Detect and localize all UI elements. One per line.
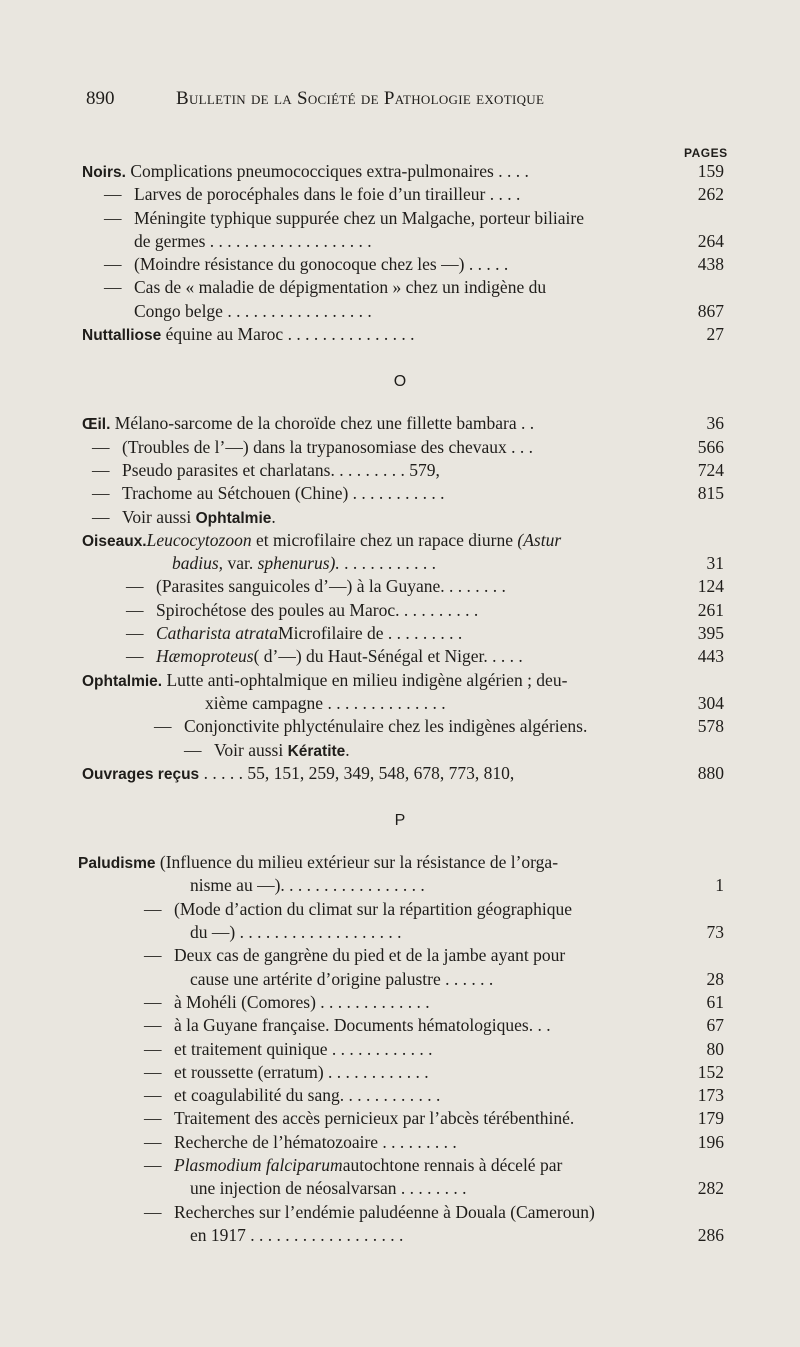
page-reference: 173 [697,1085,724,1106]
index-entry-line [0,599,800,622]
index-entry-line [0,622,800,645]
entry-text: (Mode d’action du climat sur la répartition géographique [174,898,572,919]
entry-text: Cas de « maladie de dépigmentation » chez un indigène du [134,277,547,298]
index-entry-line [0,459,800,482]
continuation-dash: — [144,1131,162,1152]
entry-heading: Oiseaux. [82,532,147,550]
continuation-dash: — [126,576,144,597]
entry-text: Méningite typhique suppurée chez un Malgache, porteur biliaire [134,207,584,228]
page-reference: 264 [697,230,724,251]
page-reference: 179 [697,1108,724,1129]
index-entry-line [0,715,800,738]
index-entry-line [0,1201,800,1224]
entry-text: . [345,739,350,760]
entry-text: cause une artérite d’origine palustre . . . . . . [190,968,494,989]
entry-text: décelé par [490,1154,563,1175]
entry-text: Voir aussi [122,506,196,527]
continuation-dash: — [126,599,144,620]
italic-term: sphenurus). [257,553,340,574]
entry-text: une injection de néosalvarsan . . . . . . . . [190,1178,467,1199]
continuation-dash: — [144,991,162,1012]
continuation-dash: — [104,207,122,228]
entry-text: Trachome au Sétchouen (Chine) . . . . . . . . . . . [122,483,445,504]
entry-heading: Noirs. [82,164,126,181]
index-entry-line [0,968,800,991]
italic-term: Catharista atrata [156,623,279,644]
entry-text: ( [253,646,260,667]
entry-text: Lutte anti-ophtalmique en milieu indigène algérien ; deu- [162,669,568,690]
entry-text: d’—) du Haut-Sénégal et Niger. . . . . [259,646,523,667]
continuation-dash: — [184,739,202,760]
continuation-dash: — [144,1201,162,1222]
page-reference: 31 [706,553,724,574]
pages-column-label: PAGES [684,146,728,160]
entry-text: Traitement des accès pernicieux par l’abcès térébenthiné. [174,1108,575,1129]
index-entry-line [0,506,800,529]
index-entry-line [0,739,800,762]
entry-text: équine au Maroc . . . . . . . . . . . . . . . [161,324,415,345]
continuation-dash: — [126,646,144,667]
entry-text: (Troubles de l’—) dans la trypanosomiase des chevaux . . . [122,436,534,457]
continuation-dash: — [104,277,122,298]
page-reference: 196 [697,1131,724,1152]
page-reference: 67 [706,1015,724,1036]
entry-text: Spirochétose des poules au Maroc. . . . . . . . . . [156,599,479,620]
page-header [86,88,726,118]
entry-text: (Influence du milieu extérieur sur la résistance de l’orga- [155,852,559,873]
entry-text: du —) . . . . . . . . . . . . . . . . . . . [190,922,402,943]
entry-text: à la Guyane française. Documents hématologiques. . . [174,1015,551,1036]
index-entry-line [0,762,800,785]
page-reference: 261 [697,599,724,620]
italic-term: (Astur [517,529,562,550]
entry-text: à Mohéli (Comores) . . . . . . . . . . . . . [174,991,430,1012]
entry-text: Microfilaire de [278,623,388,644]
index-entry-line [0,1224,800,1247]
entry-text: Voir aussi [214,739,288,760]
page-number: 890 [86,88,115,109]
page-reference: 395 [697,623,724,644]
index-entry-line [0,1084,800,1107]
page-reference: 578 [697,716,724,737]
index-entry-line [0,669,800,692]
page-reference: 36 [706,413,724,434]
continuation-dash: — [126,623,144,644]
page-reference: 27 [706,324,724,345]
index-entry-line [0,898,800,921]
entry-text: en 1917 . . . . . . . . . . . . . . . . . . [190,1224,404,1245]
index-entry-line [0,991,800,1014]
index-entry-line [0,1107,800,1130]
page-reference: 867 [697,300,724,321]
entry-text: . . . . . 55, 151, 259, 349, 548, 678, 773, 810, [199,762,515,783]
index-entry-line [0,160,800,183]
entry-heading: Ophtalmie. [82,672,163,690]
page-reference: 152 [697,1061,724,1082]
page-reference: 566 [697,436,724,457]
page-reference: 159 [697,161,724,181]
italic-term: Plasmodium falciparum [174,1154,343,1175]
page-reference: 28 [706,968,724,989]
index-entry-line [0,323,800,346]
italic-term: badius, [172,553,224,574]
page-reference: 724 [697,459,724,480]
entry-text: . . . . . . . . . [387,623,463,644]
entry-heading: Nuttalliose [82,327,162,345]
entry-text: Larves de porocéphales dans le foie d’un tirailleur . . . . [134,184,521,205]
entry-text: (Parasites sanguicoles d’—) à la Guyane. . . . . . . . [156,576,506,597]
italic-term: Hæmoproteus [156,646,254,667]
continuation-dash: — [144,898,162,919]
entry-text: et coagulabilité du sang. . . . . . . . . . . . [174,1085,441,1106]
continuation-dash: — [144,1015,162,1036]
page-reference: 61 [706,991,724,1012]
index-entry-line [0,276,800,299]
index-entry-line [0,300,800,323]
continuation-dash: — [104,254,122,275]
index-entry-line [0,692,800,715]
index-entry-line [0,436,800,459]
entry-text: Conjonctivite phlycténulaire chez les indigènes algériens. [184,716,588,737]
index-entry-line [0,645,800,668]
index-entry-line [0,874,800,897]
continuation-dash: — [144,1154,162,1175]
entry-text: de germes . . . . . . . . . . . . . . . . . . . [134,230,372,251]
continuation-dash: — [104,184,122,205]
page-reference: 815 [697,483,724,504]
index-entry-line [0,944,800,967]
index-entry-line [0,1177,800,1200]
continuation-dash: — [144,1108,162,1129]
section-letter: O [393,373,407,391]
running-title: Bulletin de la Société de Pathologie exotique [176,88,545,109]
index-entry-line [0,412,800,435]
index-entry-line [0,1014,800,1037]
index-entry-line [0,230,800,253]
page-reference: 443 [697,646,724,667]
entry-text: var. [223,553,258,574]
continuation-dash: — [92,436,110,457]
entry-heading: Paludisme [78,855,156,873]
page-reference: 880 [697,762,724,783]
entry-text: xième campagne . . . . . . . . . . . . . . [205,692,446,713]
entry-text: Recherches sur l’endémie paludéenne à Douala (Cameroun) [174,1201,595,1222]
entry-heading: Ouvrages reçus [82,765,200,783]
entry-text: et traitement quinique . . . . . . . . . . . . [174,1038,433,1059]
index-entry-line [0,921,800,944]
index-entry-line [0,1154,800,1177]
entry-text: . . . . . . . . . . . [339,553,436,574]
index-entry-line [0,482,800,505]
entry-text: . [271,506,276,527]
index-entry-line [0,552,800,575]
entry-text: Congo belge . . . . . . . . . . . . . . . . . [134,300,372,321]
continuation-dash: — [144,1061,162,1082]
page-reference: 80 [706,1038,724,1059]
index-entry-line [0,183,800,206]
continuation-dash: — [92,483,110,504]
index-entry-line [0,1061,800,1084]
entry-text: Pseudo parasites et charlatans. . . . . . . . . 579, [122,459,440,480]
entry-text: Recherche de l’hématozoaire . . . . . . . . . [174,1131,457,1152]
index-entry-line [0,529,800,552]
page-reference: 73 [706,922,724,943]
page-reference: 1 [715,875,724,896]
cross-reference: Kératite [287,742,346,760]
entry-text: (Moindre résistance du gonocoque chez les —) . . . . . [134,254,509,275]
page-reference: 124 [697,576,724,597]
page-reference: 262 [697,184,724,205]
entry-text: et roussette (erratum) . . . . . . . . . . . . [174,1061,429,1082]
index-entry-line [0,575,800,598]
page-reference: 282 [697,1178,724,1199]
page-reference: 286 [697,1224,724,1245]
page-reference: 304 [697,692,724,713]
section-letter: P [394,812,406,830]
entry-text: Complications pneumococciques extra-pulmonaires . . . . [125,161,529,181]
cross-reference: Ophtalmie [195,509,272,527]
entry-heading: Œil. [82,416,111,434]
continuation-dash: — [154,716,172,737]
entry-text: Deux cas de gangrène du pied et de la jambe ayant pour [174,945,566,966]
entry-text: nisme au —). . . . . . . . . . . . . . . . . [190,875,425,896]
entry-text: Mélano-sarcome de la choroïde chez une fillette bambara . . [110,413,535,434]
continuation-dash: — [144,1038,162,1059]
continuation-dash: — [92,459,110,480]
index-entries [0,160,800,1247]
index-entry-line [0,1131,800,1154]
italic-term: Leucocytozoon [146,529,252,550]
entry-text: autochtone rennais à [342,1154,491,1175]
index-entry-line [0,851,800,874]
continuation-dash: — [92,506,110,527]
index-entry-line [0,253,800,276]
page-reference: 438 [697,254,724,275]
index-entry-line [0,1038,800,1061]
entry-text: et microfilaire chez un rapace diurne [251,529,518,550]
index-entry-line [0,207,800,230]
continuation-dash: — [144,1085,162,1106]
continuation-dash: — [144,945,162,966]
